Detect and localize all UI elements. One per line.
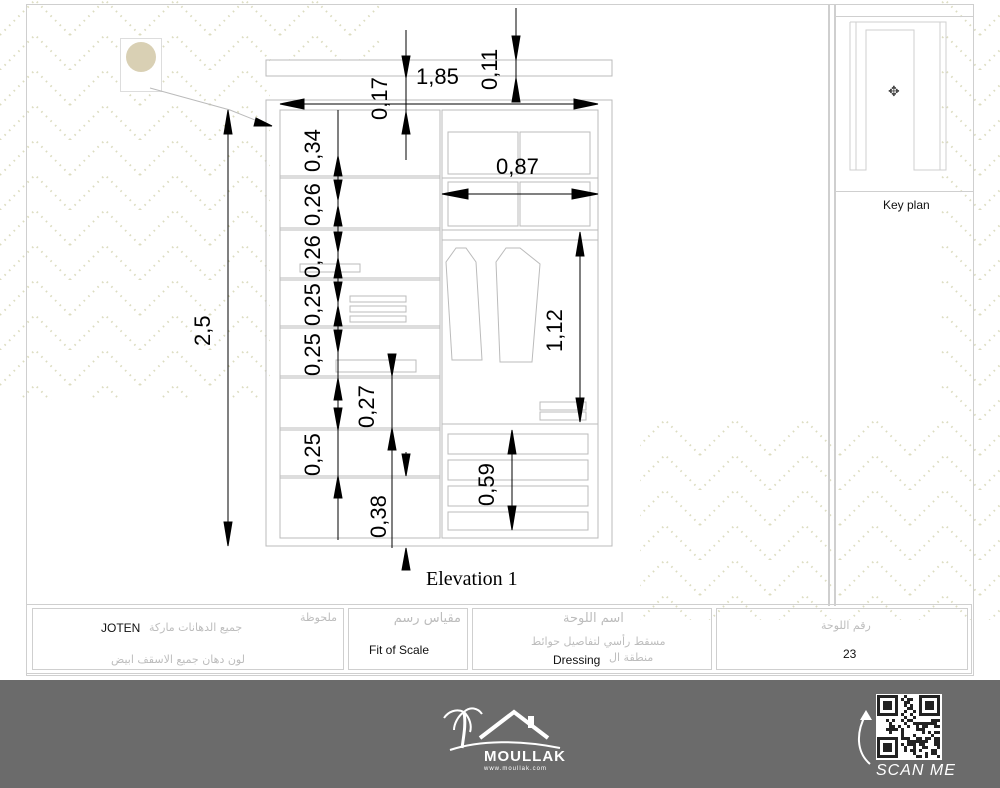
key-plan-label: Key plan	[883, 198, 930, 212]
dim-0-11: 0,11	[477, 48, 502, 90]
sheet-name-cell	[472, 608, 712, 670]
dim-0-38: 0,38	[366, 495, 391, 538]
qr-code[interactable]	[876, 694, 942, 760]
palm-house-icon	[440, 704, 570, 752]
dim-0-25-b: 0,25	[300, 333, 325, 376]
scan-me-label: SCAN ME	[876, 762, 956, 779]
moullak-logo	[440, 704, 570, 774]
scale-value: Fit of Scale	[369, 643, 430, 657]
dim-1-85: 1,85	[416, 64, 459, 89]
dim-2-5: 2,5	[190, 315, 215, 346]
dim-0-26-b: 0,26	[300, 235, 325, 278]
key-plan-drawing	[846, 20, 966, 180]
dim-1-12: 1,12	[542, 309, 567, 352]
dim-0-25-c: 0,25	[300, 433, 325, 476]
sheet-name-line2: منطقة ال	[609, 651, 654, 664]
brand-url: www.moullak.com	[484, 766, 548, 772]
brand-name: MOULLAK	[484, 748, 566, 765]
svg-text:✥: ✥	[888, 83, 900, 99]
dim-0-34: 0,34	[300, 129, 325, 172]
dim-0-26-a: 0,26	[300, 183, 325, 226]
dim-0-59: 0,59	[474, 463, 499, 506]
sidebar-divider	[828, 4, 830, 606]
elevation-title: Elevation 1	[426, 568, 518, 590]
dim-0-27: 0,27	[354, 385, 379, 428]
sheet-name-line1: مسقط رأسي لتفاصيل حوائط	[531, 635, 666, 648]
notes-cell	[32, 608, 344, 670]
sheet-number-heading: رقم اللوحة	[821, 619, 871, 632]
dim-0-87: 0,87	[496, 154, 539, 179]
sheet-number-value: 23	[843, 647, 857, 661]
scale-cell	[348, 608, 468, 670]
notes-heading: ملحوظة	[300, 611, 337, 624]
curved-arrow-icon	[852, 708, 882, 768]
scale-heading: مقياس رسم	[393, 611, 461, 626]
sheet-number-cell	[716, 608, 968, 670]
notes-brand: JOTEN	[101, 621, 141, 635]
notes-line1: جميع الدهانات ماركة	[149, 621, 243, 634]
dim-0-17: 0,17	[367, 77, 392, 120]
dim-0-25-a: 0,25	[300, 283, 325, 326]
footer-band	[0, 680, 1000, 788]
notes-line2: لون دهان جميع الاسقف ابيض	[111, 653, 245, 666]
sheet-name-value: Dressing	[553, 653, 601, 667]
sheet-name-heading: اسم اللوحة	[563, 611, 624, 626]
